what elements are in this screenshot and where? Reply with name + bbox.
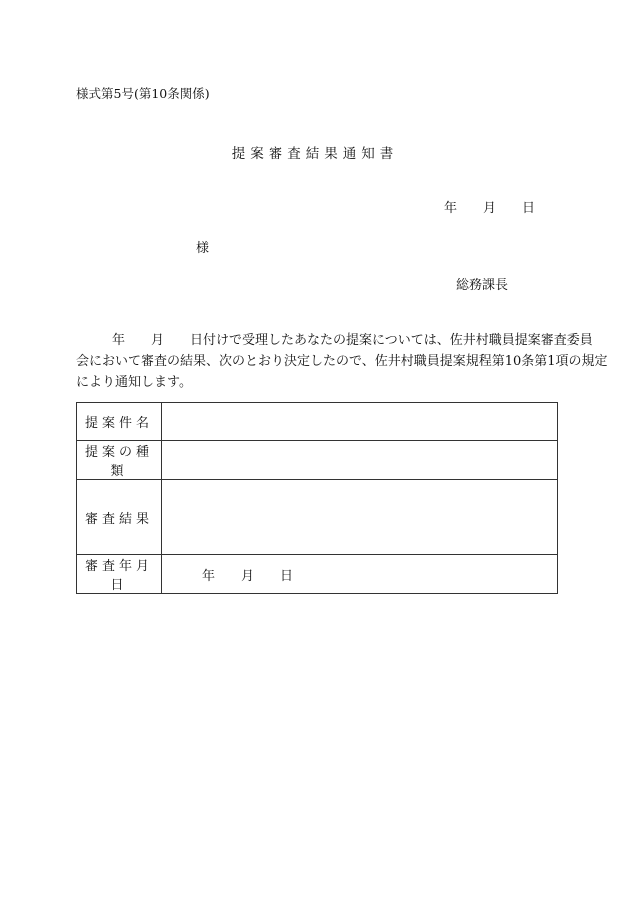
body-year-label: 年 bbox=[112, 333, 126, 348]
proposal-name-field[interactable] bbox=[162, 403, 558, 441]
body-month-label: 月 bbox=[151, 333, 165, 348]
proposal-result-table bbox=[76, 402, 558, 594]
review-month-label: 月 bbox=[241, 568, 255, 584]
table-row bbox=[77, 403, 558, 441]
body-line-1-text: 日付けで受理したあなたの提案については、佐井村職員提案審査委員 bbox=[190, 333, 593, 348]
review-date-label: 審査年月日 bbox=[77, 555, 162, 594]
proposal-type-field[interactable] bbox=[162, 441, 558, 480]
addressee-suffix: 様 bbox=[196, 241, 210, 256]
table-row bbox=[77, 441, 558, 480]
proposal-name-label: 提案件名 bbox=[77, 403, 162, 441]
body-line-2: 会において審査の結果、次のとおり決定したので、佐井村職員提案規程第10条第1項の規定 bbox=[76, 354, 608, 369]
issue-date bbox=[444, 197, 535, 216]
notice-body bbox=[76, 330, 608, 393]
review-date-field[interactable] bbox=[162, 555, 558, 594]
table-row bbox=[77, 555, 558, 594]
body-line-1 bbox=[76, 330, 593, 351]
issue-year-label: 年 bbox=[444, 201, 458, 216]
proposal-type-label: 提案の種類 bbox=[77, 441, 162, 480]
body-line-3: により通知します。 bbox=[76, 375, 192, 390]
issue-month-label: 月 bbox=[483, 201, 497, 216]
review-result-label: 審査結果 bbox=[77, 480, 162, 555]
review-day-label: 日 bbox=[280, 568, 294, 584]
issue-day-label: 日 bbox=[522, 201, 536, 216]
sender-title: 総務課長 bbox=[456, 278, 509, 293]
review-year-label: 年 bbox=[202, 568, 216, 584]
form-number: 様式第5号(第10条関係) bbox=[76, 86, 210, 101]
document-title: 提案審査結果通知書 bbox=[231, 146, 399, 162]
review-result-field[interactable] bbox=[162, 480, 558, 555]
table-row bbox=[77, 480, 558, 555]
